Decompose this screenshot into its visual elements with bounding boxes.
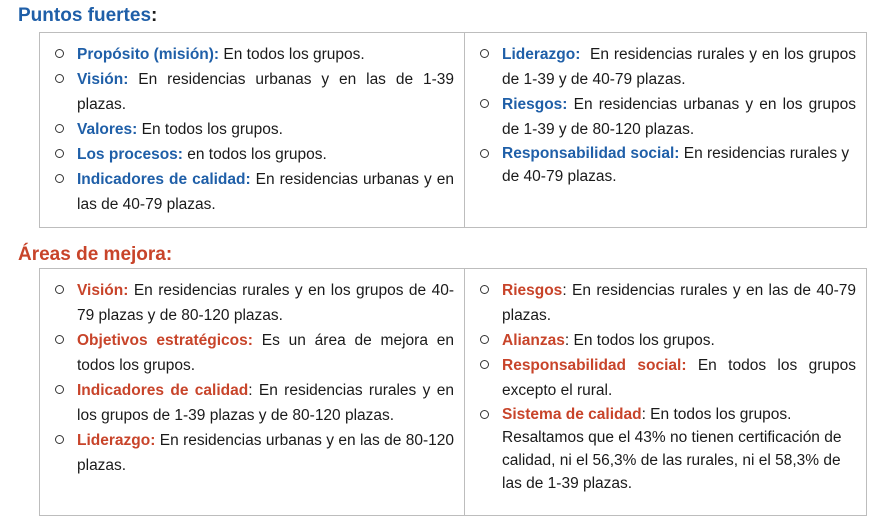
item-text: En todos los grupos. xyxy=(137,121,283,138)
item-text: En residencias rurales y de 40-79 plazas. xyxy=(502,145,850,185)
list-item xyxy=(50,378,454,428)
circle-bullet-icon xyxy=(55,124,64,133)
circle-bullet-icon xyxy=(480,99,489,108)
item-text: En todos los grupos. xyxy=(219,46,365,63)
circle-bullet-icon xyxy=(55,435,64,444)
item-text: : En residencias rurales y en las de 40-79 plazas. xyxy=(502,282,856,324)
item-term: Riesgos: xyxy=(502,96,568,113)
item-text: En residencias urbanas y en los grupos de 1-39 y de 80-120 plazas. xyxy=(502,96,856,138)
strengths-title xyxy=(18,5,157,27)
list-item xyxy=(50,428,454,478)
list-item xyxy=(50,278,454,328)
strengths-right-list xyxy=(475,42,861,188)
improvements-left-column xyxy=(40,269,465,515)
item-term: Liderazgo: xyxy=(77,432,156,449)
circle-bullet-icon xyxy=(55,49,64,58)
circle-bullet-icon xyxy=(55,174,64,183)
list-item xyxy=(475,328,856,353)
improvements-left-list xyxy=(50,278,454,478)
list-item xyxy=(50,328,454,378)
item-text: En residencias rurales y en los grupos de 1-39 y de 40-79 plazas. xyxy=(502,46,861,88)
item-text: En residencias urbanas y en las de 1-39 plazas. xyxy=(77,71,454,113)
item-term: Sistema de calidad xyxy=(502,406,642,423)
list-item xyxy=(475,142,856,188)
list-item xyxy=(475,42,861,92)
item-text: : En todos los grupos. xyxy=(564,332,715,349)
circle-bullet-icon xyxy=(480,285,489,294)
item-term: Riesgos xyxy=(502,282,563,299)
list-item xyxy=(50,167,454,217)
list-item xyxy=(50,117,454,142)
circle-bullet-icon xyxy=(480,149,489,158)
item-term: Indicadores de calidad xyxy=(77,382,249,399)
item-term: Responsabilidad social: xyxy=(502,145,680,162)
circle-bullet-icon xyxy=(55,385,64,394)
strengths-box xyxy=(39,32,867,228)
strengths-left-column xyxy=(40,33,465,227)
item-term: Visión: xyxy=(77,71,129,88)
item-term: Liderazgo: xyxy=(502,46,581,63)
list-item xyxy=(50,67,454,117)
item-term: Indicadores de calidad: xyxy=(77,171,251,188)
circle-bullet-icon xyxy=(55,335,64,344)
item-text: en todos los grupos. xyxy=(182,146,327,163)
improvements-right-list xyxy=(475,278,856,495)
item-text: : En residencias rurales y en los grupos de 1-39 plazas y de 80-120 plazas. xyxy=(77,382,454,424)
strengths-title-text: Puntos fuertes xyxy=(18,5,152,26)
strengths-left-list xyxy=(50,42,454,217)
circle-bullet-icon xyxy=(480,410,489,419)
circle-bullet-icon xyxy=(55,74,64,83)
item-text: : En todos los grupos. Resaltamos que el 43% no tienen certificación de calidad, ni el 56,3% de las rurales, ni el 58,3% de las de 1-39 plazas. xyxy=(502,406,842,492)
item-text: Es un área de mejora en todos los grupos. xyxy=(77,332,454,374)
item-term: Visión: xyxy=(77,282,129,299)
item-text: En todos los grupos excepto el rural. xyxy=(502,357,856,399)
circle-bullet-icon xyxy=(55,149,64,158)
circle-bullet-icon xyxy=(55,285,64,294)
list-item xyxy=(475,92,856,142)
circle-bullet-icon xyxy=(480,49,489,58)
improvements-right-column xyxy=(465,269,866,515)
list-item xyxy=(50,142,454,167)
improvements-title: Áreas de mejora: xyxy=(18,244,173,265)
item-term: Los procesos: xyxy=(77,146,183,163)
item-term: Alianzas xyxy=(502,332,565,349)
item-text: En residencias urbanas y en las de 80-120 plazas. xyxy=(77,432,454,474)
strengths-right-column xyxy=(465,33,866,227)
list-item xyxy=(50,42,454,67)
list-item xyxy=(475,353,856,403)
item-term: Propósito (misión): xyxy=(77,46,220,63)
item-text: En residencias rurales y en los grupos de 40-79 plazas y de 80-120 plazas. xyxy=(77,282,454,324)
circle-bullet-icon xyxy=(480,360,489,369)
item-term: Objetivos estratégicos: xyxy=(77,332,253,349)
list-item xyxy=(475,403,856,495)
item-text: En residencias urbanas y en las de 40-79 plazas. xyxy=(77,171,454,213)
item-term: Valores: xyxy=(77,121,138,138)
circle-bullet-icon xyxy=(480,335,489,344)
strengths-title-colon: : xyxy=(151,5,158,26)
improvements-box xyxy=(39,268,867,516)
item-term: Responsabilidad social: xyxy=(502,357,687,374)
list-item xyxy=(475,278,856,328)
